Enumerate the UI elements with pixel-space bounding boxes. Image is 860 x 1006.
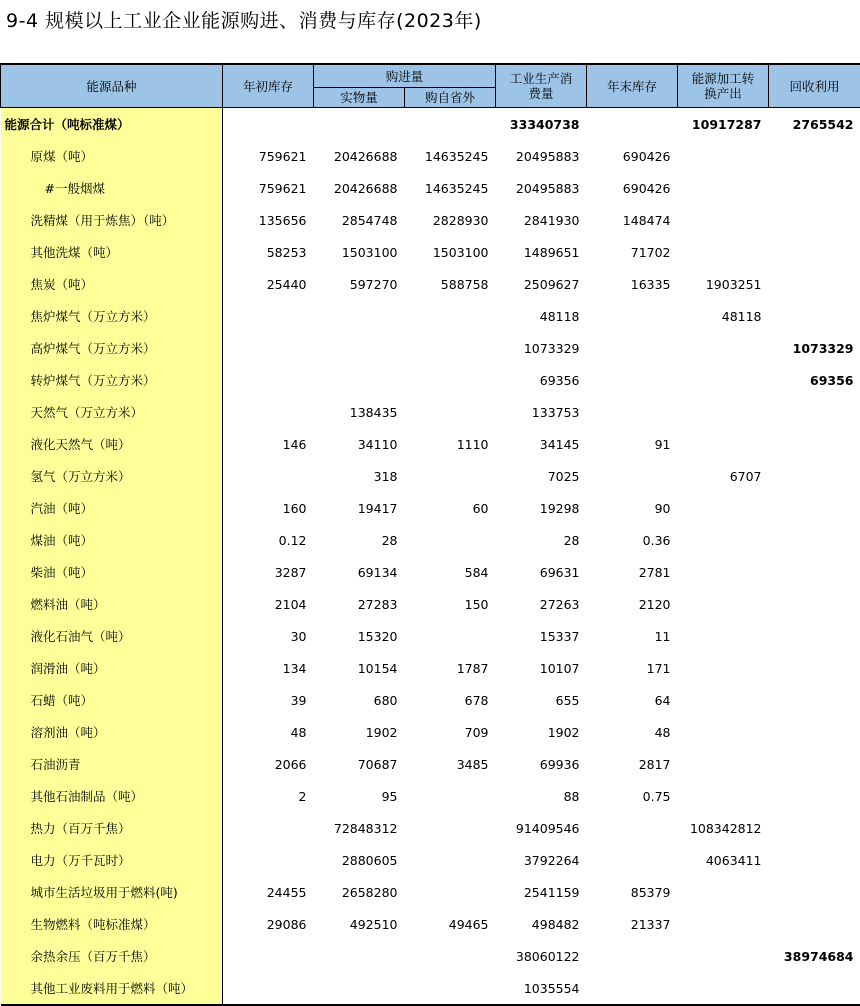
conversion-output-cell [678, 364, 769, 396]
purchase-outside-cell: 2828930 [405, 204, 496, 236]
beginning-stock-cell: 2 [223, 780, 314, 812]
recovery-cell [769, 588, 860, 620]
industrial-consumption-cell: 27263 [496, 588, 587, 620]
beginning-stock-cell [223, 972, 314, 1005]
energy-name-cell: 热力（百万千焦） [1, 812, 223, 844]
header-purchase: 购进量 [314, 64, 496, 88]
recovery-cell: 69356 [769, 364, 860, 396]
table-row [1, 876, 860, 908]
purchase-outside-cell: 14635245 [405, 172, 496, 204]
energy-name-cell: 生物燃料（吨标准煤） [1, 908, 223, 940]
energy-name-cell: 溶剂油（吨） [1, 716, 223, 748]
purchase-physical-cell: 28 [314, 524, 405, 556]
beginning-stock-cell: 135656 [223, 204, 314, 236]
industrial-consumption-cell: 38060122 [496, 940, 587, 972]
recovery-cell [769, 876, 860, 908]
beginning-stock-cell: 39 [223, 684, 314, 716]
table-row [1, 972, 860, 1005]
header-recovery: 回收利用 [769, 64, 860, 108]
beginning-stock-cell: 30 [223, 620, 314, 652]
beginning-stock-cell [223, 940, 314, 972]
energy-name-cell: 煤油（吨） [1, 524, 223, 556]
purchase-outside-cell [405, 524, 496, 556]
beginning-stock-cell: 24455 [223, 876, 314, 908]
conversion-output-cell [678, 236, 769, 268]
ending-stock-cell: 16335 [587, 268, 678, 300]
purchase-outside-cell [405, 108, 496, 141]
ending-stock-cell [587, 844, 678, 876]
conversion-output-cell [678, 940, 769, 972]
purchase-physical-cell: 1902 [314, 716, 405, 748]
recovery-cell [769, 460, 860, 492]
purchase-physical-cell [314, 332, 405, 364]
industrial-consumption-cell: 498482 [496, 908, 587, 940]
ending-stock-cell [587, 332, 678, 364]
purchase-outside-cell [405, 396, 496, 428]
ending-stock-cell: 2781 [587, 556, 678, 588]
ending-stock-cell: 90 [587, 492, 678, 524]
purchase-outside-cell: 49465 [405, 908, 496, 940]
table-row [1, 300, 860, 332]
beginning-stock-cell: 759621 [223, 140, 314, 172]
energy-table [0, 63, 860, 1006]
beginning-stock-cell: 160 [223, 492, 314, 524]
table-row [1, 332, 860, 364]
beginning-stock-cell: 3287 [223, 556, 314, 588]
header-conversion-output [678, 64, 769, 108]
industrial-consumption-cell: 28 [496, 524, 587, 556]
beginning-stock-cell [223, 396, 314, 428]
energy-name-cell: 洗精煤（用于炼焦）（吨） [1, 204, 223, 236]
conversion-output-cell [678, 204, 769, 236]
conversion-output-cell [678, 492, 769, 524]
beginning-stock-cell: 134 [223, 652, 314, 684]
purchase-outside-cell [405, 332, 496, 364]
beginning-stock-cell [223, 300, 314, 332]
header-beginning-stock: 年初库存 [223, 64, 314, 108]
industrial-consumption-cell: 2841930 [496, 204, 587, 236]
ending-stock-cell: 48 [587, 716, 678, 748]
purchase-outside-cell [405, 780, 496, 812]
purchase-outside-cell: 584 [405, 556, 496, 588]
ending-stock-cell: 2120 [587, 588, 678, 620]
table-row [1, 524, 860, 556]
conversion-output-cell [678, 140, 769, 172]
industrial-consumption-cell: 2541159 [496, 876, 587, 908]
industrial-consumption-cell: 20495883 [496, 172, 587, 204]
table-row [1, 172, 860, 204]
energy-name-cell: 石蜡（吨） [1, 684, 223, 716]
beginning-stock-cell: 29086 [223, 908, 314, 940]
purchase-physical-cell [314, 940, 405, 972]
purchase-outside-cell: 3485 [405, 748, 496, 780]
conversion-output-cell [678, 876, 769, 908]
recovery-cell [769, 300, 860, 332]
conversion-output-cell [678, 524, 769, 556]
purchase-outside-cell [405, 300, 496, 332]
ending-stock-cell: 91 [587, 428, 678, 460]
table-row [1, 396, 860, 428]
beginning-stock-cell [223, 332, 314, 364]
purchase-physical-cell: 15320 [314, 620, 405, 652]
recovery-cell [769, 236, 860, 268]
purchase-outside-cell: 14635245 [405, 140, 496, 172]
conversion-output-cell: 10917287 [678, 108, 769, 141]
recovery-cell [769, 492, 860, 524]
conversion-output-cell: 48118 [678, 300, 769, 332]
ending-stock-cell: 690426 [587, 172, 678, 204]
recovery-cell [769, 716, 860, 748]
beginning-stock-cell [223, 844, 314, 876]
purchase-outside-cell: 150 [405, 588, 496, 620]
recovery-cell [769, 524, 860, 556]
purchase-outside-cell [405, 364, 496, 396]
purchase-physical-cell: 2880605 [314, 844, 405, 876]
page-title: 9-4 规模以上工业企业能源购进、消费与库存(2023年) [6, 6, 482, 33]
recovery-cell [769, 172, 860, 204]
header-purchase-physical: 实物量 [314, 88, 405, 108]
industrial-consumption-cell: 15337 [496, 620, 587, 652]
purchase-physical-cell: 2854748 [314, 204, 405, 236]
table-row [1, 620, 860, 652]
ending-stock-cell: 0.75 [587, 780, 678, 812]
beginning-stock-cell: 58253 [223, 236, 314, 268]
header-conversion-output-text: 能源加工转换产出 [686, 71, 760, 101]
beginning-stock-cell [223, 108, 314, 141]
conversion-output-cell [678, 172, 769, 204]
industrial-consumption-cell: 88 [496, 780, 587, 812]
conversion-output-cell [678, 748, 769, 780]
industrial-consumption-cell: 91409546 [496, 812, 587, 844]
beginning-stock-cell [223, 460, 314, 492]
conversion-output-cell [678, 620, 769, 652]
energy-name-cell: 液化天然气（吨） [1, 428, 223, 460]
purchase-outside-cell [405, 620, 496, 652]
energy-name-cell: 焦炉煤气（万立方米） [1, 300, 223, 332]
table-row [1, 844, 860, 876]
purchase-physical-cell: 680 [314, 684, 405, 716]
purchase-physical-cell: 95 [314, 780, 405, 812]
industrial-consumption-cell: 1902 [496, 716, 587, 748]
purchase-outside-cell: 709 [405, 716, 496, 748]
table-row [1, 588, 860, 620]
header-industrial-consumption [496, 64, 587, 108]
header-energy-type: 能源品种 [1, 64, 223, 108]
table-row [1, 492, 860, 524]
beginning-stock-cell: 48 [223, 716, 314, 748]
industrial-consumption-cell: 7025 [496, 460, 587, 492]
recovery-cell [769, 780, 860, 812]
purchase-physical-cell [314, 364, 405, 396]
purchase-physical-cell: 72848312 [314, 812, 405, 844]
purchase-outside-cell [405, 844, 496, 876]
energy-name-cell: 液化石油气（吨） [1, 620, 223, 652]
ending-stock-cell: 21337 [587, 908, 678, 940]
purchase-physical-cell: 2658280 [314, 876, 405, 908]
conversion-output-cell [678, 588, 769, 620]
recovery-cell: 2765542 [769, 108, 860, 141]
ending-stock-cell: 2817 [587, 748, 678, 780]
ending-stock-cell [587, 396, 678, 428]
industrial-consumption-cell: 69631 [496, 556, 587, 588]
table-row [1, 652, 860, 684]
recovery-cell [769, 396, 860, 428]
purchase-physical-cell: 27283 [314, 588, 405, 620]
purchase-outside-cell [405, 876, 496, 908]
industrial-consumption-cell: 69936 [496, 748, 587, 780]
ending-stock-cell: 171 [587, 652, 678, 684]
purchase-physical-cell: 34110 [314, 428, 405, 460]
conversion-output-cell: 108342812 [678, 812, 769, 844]
purchase-physical-cell: 138435 [314, 396, 405, 428]
conversion-output-cell [678, 780, 769, 812]
industrial-consumption-cell: 1073329 [496, 332, 587, 364]
conversion-output-cell [678, 652, 769, 684]
industrial-consumption-cell: 1035554 [496, 972, 587, 1005]
industrial-consumption-cell: 20495883 [496, 140, 587, 172]
conversion-output-cell: 4063411 [678, 844, 769, 876]
purchase-physical-cell: 597270 [314, 268, 405, 300]
ending-stock-cell [587, 300, 678, 332]
recovery-cell [769, 204, 860, 236]
energy-name-cell: 氢气（万立方米） [1, 460, 223, 492]
beginning-stock-cell [223, 812, 314, 844]
energy-name-cell: 柴油（吨） [1, 556, 223, 588]
recovery-cell [769, 908, 860, 940]
energy-name-cell: 其他工业废料用于燃料（吨） [1, 972, 223, 1005]
industrial-consumption-cell: 2509627 [496, 268, 587, 300]
recovery-cell: 38974684 [769, 940, 860, 972]
energy-name-cell: 焦炭（吨） [1, 268, 223, 300]
industrial-consumption-cell: 133753 [496, 396, 587, 428]
conversion-output-cell [678, 684, 769, 716]
purchase-outside-cell: 678 [405, 684, 496, 716]
conversion-output-cell [678, 556, 769, 588]
ending-stock-cell [587, 364, 678, 396]
ending-stock-cell: 11 [587, 620, 678, 652]
beginning-stock-cell: 2066 [223, 748, 314, 780]
purchase-outside-cell [405, 812, 496, 844]
industrial-consumption-cell: 48118 [496, 300, 587, 332]
beginning-stock-cell: 146 [223, 428, 314, 460]
purchase-physical-cell: 70687 [314, 748, 405, 780]
recovery-cell [769, 748, 860, 780]
ending-stock-cell [587, 940, 678, 972]
purchase-physical-cell: 19417 [314, 492, 405, 524]
energy-name-cell: 燃料油（吨） [1, 588, 223, 620]
recovery-cell [769, 844, 860, 876]
industrial-consumption-cell: 1489651 [496, 236, 587, 268]
recovery-cell [769, 268, 860, 300]
purchase-outside-cell [405, 940, 496, 972]
energy-name-cell: 其他石油制品（吨） [1, 780, 223, 812]
energy-name-cell: 汽油（吨） [1, 492, 223, 524]
ending-stock-cell: 690426 [587, 140, 678, 172]
purchase-physical-cell: 20426688 [314, 172, 405, 204]
table-row [1, 204, 860, 236]
table-row [1, 460, 860, 492]
table-header [1, 64, 860, 108]
conversion-output-cell [678, 428, 769, 460]
conversion-output-cell [678, 972, 769, 1005]
energy-name-cell: 转炉煤气（万立方米） [1, 364, 223, 396]
energy-name-cell: 余热余压（百万千焦） [1, 940, 223, 972]
table-row [1, 236, 860, 268]
table-row [1, 364, 860, 396]
recovery-cell [769, 428, 860, 460]
energy-name-cell: 石油沥青 [1, 748, 223, 780]
header-purchase-outside: 购自省外 [405, 88, 496, 108]
conversion-output-cell [678, 396, 769, 428]
table-row [1, 684, 860, 716]
industrial-consumption-cell: 655 [496, 684, 587, 716]
table-row [1, 908, 860, 940]
industrial-consumption-cell: 69356 [496, 364, 587, 396]
purchase-outside-cell: 60 [405, 492, 496, 524]
purchase-outside-cell: 588758 [405, 268, 496, 300]
ending-stock-cell: 148474 [587, 204, 678, 236]
purchase-physical-cell [314, 108, 405, 141]
ending-stock-cell: 0.36 [587, 524, 678, 556]
purchase-outside-cell: 1503100 [405, 236, 496, 268]
conversion-output-cell: 1903251 [678, 268, 769, 300]
purchase-physical-cell: 318 [314, 460, 405, 492]
purchase-outside-cell: 1110 [405, 428, 496, 460]
beginning-stock-cell: 0.12 [223, 524, 314, 556]
ending-stock-cell: 71702 [587, 236, 678, 268]
table-row-total [1, 108, 860, 141]
table-row [1, 780, 860, 812]
ending-stock-cell: 85379 [587, 876, 678, 908]
table-row [1, 940, 860, 972]
purchase-physical-cell: 69134 [314, 556, 405, 588]
beginning-stock-cell: 759621 [223, 172, 314, 204]
beginning-stock-cell: 2104 [223, 588, 314, 620]
ending-stock-cell [587, 108, 678, 141]
ending-stock-cell [587, 812, 678, 844]
energy-name-cell: 能源合计（吨标准煤） [1, 108, 223, 141]
purchase-outside-cell [405, 972, 496, 1005]
table-row [1, 556, 860, 588]
ending-stock-cell [587, 972, 678, 1005]
table-row [1, 428, 860, 460]
conversion-output-cell [678, 332, 769, 364]
conversion-output-cell: 6707 [678, 460, 769, 492]
energy-name-cell: 电力（万千瓦时） [1, 844, 223, 876]
purchase-physical-cell: 1503100 [314, 236, 405, 268]
recovery-cell [769, 812, 860, 844]
table-row [1, 812, 860, 844]
energy-name-cell: 天然气（万立方米） [1, 396, 223, 428]
purchase-physical-cell: 492510 [314, 908, 405, 940]
table-row [1, 268, 860, 300]
recovery-cell [769, 652, 860, 684]
purchase-physical-cell [314, 300, 405, 332]
energy-name-cell: 其他洗煤（吨） [1, 236, 223, 268]
energy-name-cell: 城市生活垃圾用于燃料(吨) [1, 876, 223, 908]
beginning-stock-cell [223, 364, 314, 396]
conversion-output-cell [678, 908, 769, 940]
industrial-consumption-cell: 34145 [496, 428, 587, 460]
ending-stock-cell: 64 [587, 684, 678, 716]
recovery-cell [769, 684, 860, 716]
table-row [1, 716, 860, 748]
industrial-consumption-cell: 3792264 [496, 844, 587, 876]
recovery-cell [769, 140, 860, 172]
conversion-output-cell [678, 716, 769, 748]
recovery-cell [769, 972, 860, 1005]
purchase-outside-cell [405, 460, 496, 492]
header-industrial-consumption-text: 工业生产消费量 [504, 71, 578, 101]
table-body [1, 108, 860, 1006]
purchase-physical-cell: 10154 [314, 652, 405, 684]
recovery-cell [769, 556, 860, 588]
table-row [1, 748, 860, 780]
industrial-consumption-cell: 33340738 [496, 108, 587, 141]
industrial-consumption-cell: 10107 [496, 652, 587, 684]
energy-name-cell: 原煤（吨） [1, 140, 223, 172]
recovery-cell: 1073329 [769, 332, 860, 364]
industrial-consumption-cell: 19298 [496, 492, 587, 524]
recovery-cell [769, 620, 860, 652]
energy-name-cell: #一般烟煤 [1, 172, 223, 204]
purchase-physical-cell [314, 972, 405, 1005]
beginning-stock-cell: 25440 [223, 268, 314, 300]
header-ending-stock: 年末库存 [587, 64, 678, 108]
table-row [1, 140, 860, 172]
energy-name-cell: 高炉煤气（万立方米） [1, 332, 223, 364]
energy-name-cell: 润滑油（吨） [1, 652, 223, 684]
ending-stock-cell [587, 460, 678, 492]
purchase-physical-cell: 20426688 [314, 140, 405, 172]
purchase-outside-cell: 1787 [405, 652, 496, 684]
